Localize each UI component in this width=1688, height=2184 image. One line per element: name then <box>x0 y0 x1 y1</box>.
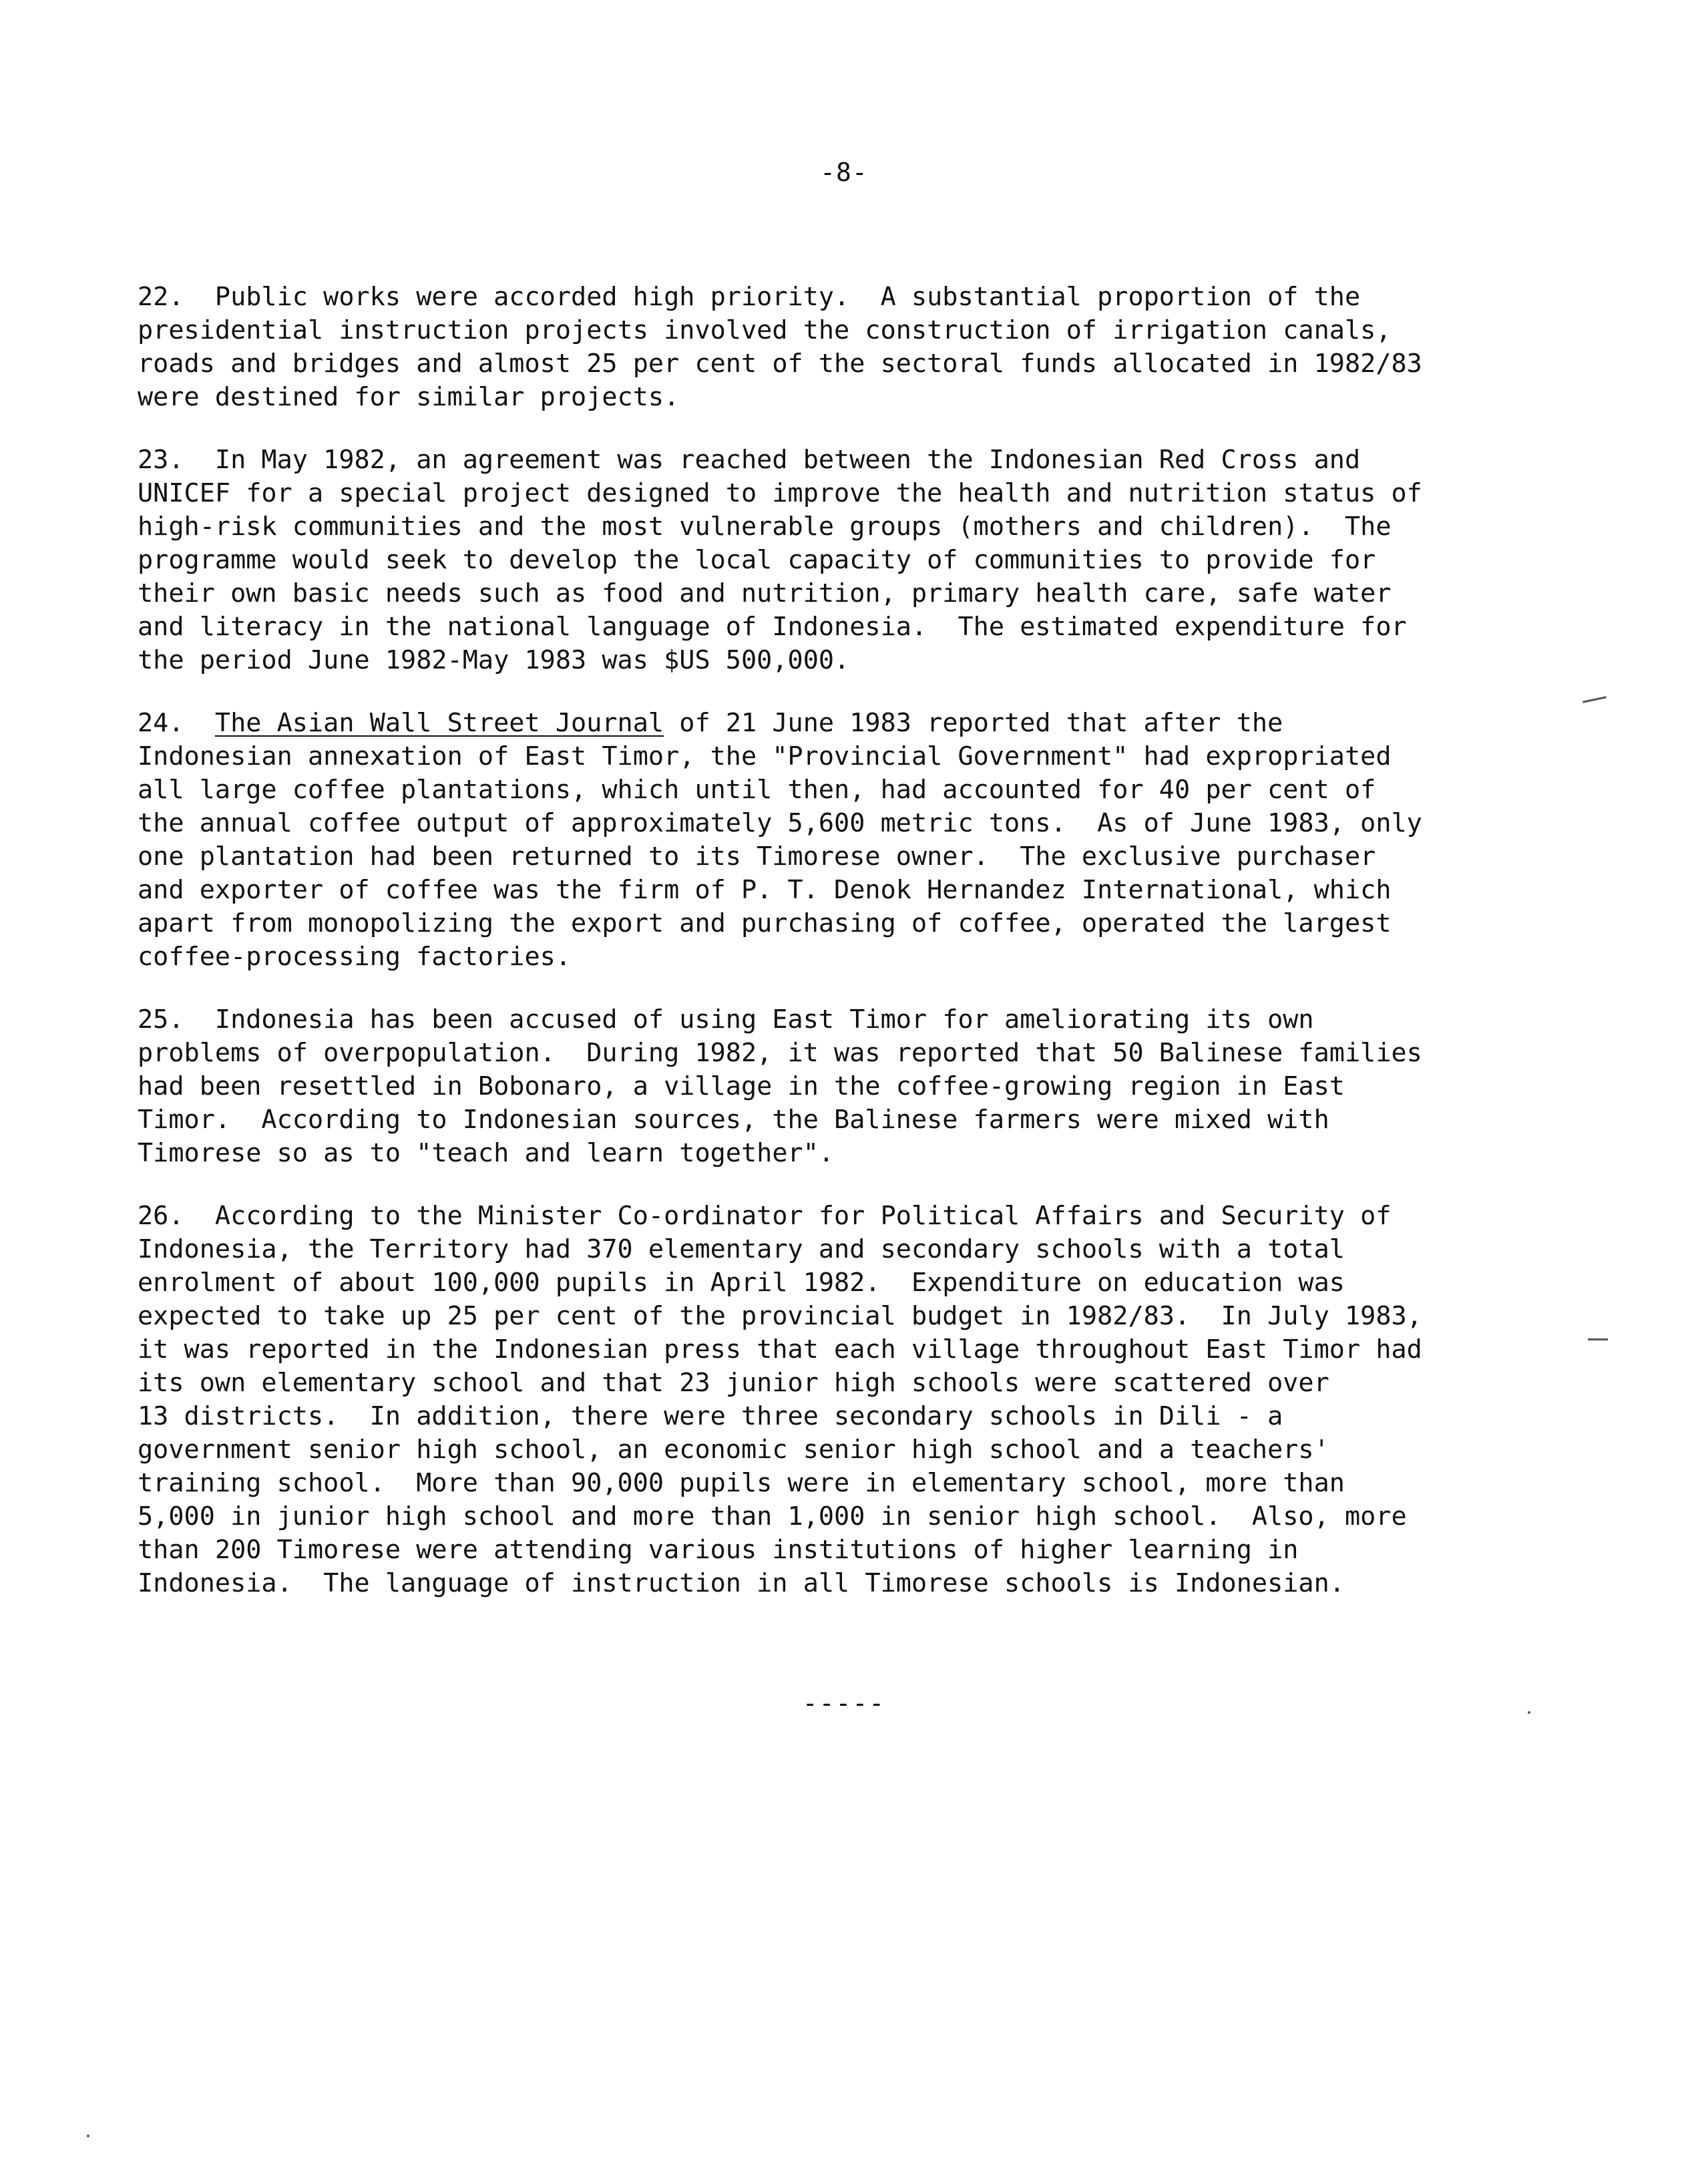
paragraph-line: presidential instruction projects involved the construction of irrigation canals, <box>138 315 1392 345</box>
paragraph-line: Indonesian annexation of East Timor, the "Provincial Government" had expropriated <box>138 741 1392 771</box>
journal-title: The Asian Wall Street Journal <box>214 708 664 738</box>
paragraph-line: their own basic needs such as food and nutrition, primary health care, safe water <box>138 578 1392 608</box>
paragraph-line: were destined for similar projects. <box>138 382 680 412</box>
page-number: -8- <box>820 158 868 187</box>
margin-scan-mark <box>1528 1711 1530 1714</box>
paragraph-first-line <box>138 707 1573 740</box>
paragraph-line: government senior high school, an economic senior high school and a teachers' <box>138 1435 1329 1465</box>
paragraph-24 <box>138 707 1573 974</box>
paragraph-line: the annual coffee output of approximately 5,600 metric tons. As of June 1983, only <box>138 808 1422 838</box>
paragraph-23 <box>138 443 1573 677</box>
document-body <box>138 281 1573 1630</box>
paragraph-line: 26. According to the Minister Co-ordinator for Political Affairs and Security of <box>138 1201 1392 1231</box>
paragraph-line: expected to take up 25 per cent of the provincial budget in 1982/83. In July 1983, <box>138 1301 1422 1331</box>
end-of-document-rule: ----- <box>802 1688 886 1718</box>
paragraph-line-rest: of 21 June 1983 reported that after the <box>664 708 1283 738</box>
paragraph-26 <box>138 1200 1573 1600</box>
paragraph-line: coffee-processing factories. <box>138 942 572 972</box>
paragraph-line: Timor. According to Indonesian sources, the Balinese farmers were mixed with <box>138 1105 1329 1135</box>
margin-scan-mark <box>87 2135 89 2137</box>
paragraph-line: 25. Indonesia has been accused of using East Timor for ameliorating its own <box>138 1005 1314 1035</box>
paragraph-line: training school. More than 90,000 pupils were in elementary school, more than <box>138 1468 1345 1498</box>
paragraph-line: all large coffee plantations, which until then, had accounted for 40 per cent of <box>138 775 1376 805</box>
paragraph-line: and literacy in the national language of Indonesia. The estimated expenditure for <box>138 612 1407 642</box>
paragraph-line: programme would seek to develop the local capacity of communities to provide for <box>138 545 1376 575</box>
margin-scan-mark <box>1582 696 1607 703</box>
paragraph-line: 13 districts. In addition, there were three secondary schools in Dili - a <box>138 1401 1283 1431</box>
paragraph-line: enrolment of about 100,000 pupils in April 1982. Expenditure on education was <box>138 1268 1345 1298</box>
paragraph-line: apart from monopolizing the export and purchasing of coffee, operated the largest <box>138 908 1392 938</box>
paragraph-line: it was reported in the Indonesian press that each village throughout East Timor had <box>138 1334 1422 1364</box>
paragraph-line: its own elementary school and that 23 junior high schools were scattered over <box>138 1368 1329 1398</box>
paragraph-25 <box>138 1003 1573 1170</box>
paragraph-line: Indonesia, the Territory had 370 elementary and secondary schools with a total <box>138 1234 1345 1264</box>
paragraph-line: high-risk communities and the most vulnerable groups (mothers and children). The <box>138 512 1392 542</box>
paragraph-line: 5,000 in junior high school and more than 1,000 in senior high school. Also, more <box>138 1501 1407 1531</box>
paragraph-line: 23. In May 1982, an agreement was reached between the Indonesian Red Cross and <box>138 445 1361 475</box>
paragraph-line: UNICEF for a special project designed to improve the health and nutrition status of <box>138 478 1422 508</box>
paragraph-line: one plantation had been returned to its Timorese owner. The exclusive purchaser <box>138 842 1376 872</box>
paragraph-number: 24. <box>138 708 215 738</box>
paragraph-line: the period June 1982-May 1983 was $US 500,000. <box>138 645 850 675</box>
paragraph-line: 22. Public works were accorded high priority. A substantial proportion of the <box>138 282 1361 312</box>
paragraph-22 <box>138 281 1573 414</box>
paragraph-line: than 200 Timorese were attending various institutions of higher learning in <box>138 1535 1299 1565</box>
paragraph-line: problems of overpopulation. During 1982, it was reported that 50 Balinese families <box>138 1038 1422 1068</box>
paragraph-line: Indonesia. The language of instruction in all Timorese schools is Indonesian. <box>138 1568 1345 1598</box>
paragraph-line: had been resettled in Bobonaro, a village in the coffee-growing region in East <box>138 1071 1345 1101</box>
margin-scan-mark <box>1588 1338 1608 1340</box>
paragraph-line: and exporter of coffee was the firm of P. T. Denok Hernandez International, which <box>138 875 1392 905</box>
paragraph-line: Timorese so as to "teach and learn together". <box>138 1138 835 1168</box>
paragraph-line: roads and bridges and almost 25 per cent of the sectoral funds allocated in 1982/83 <box>138 349 1422 379</box>
